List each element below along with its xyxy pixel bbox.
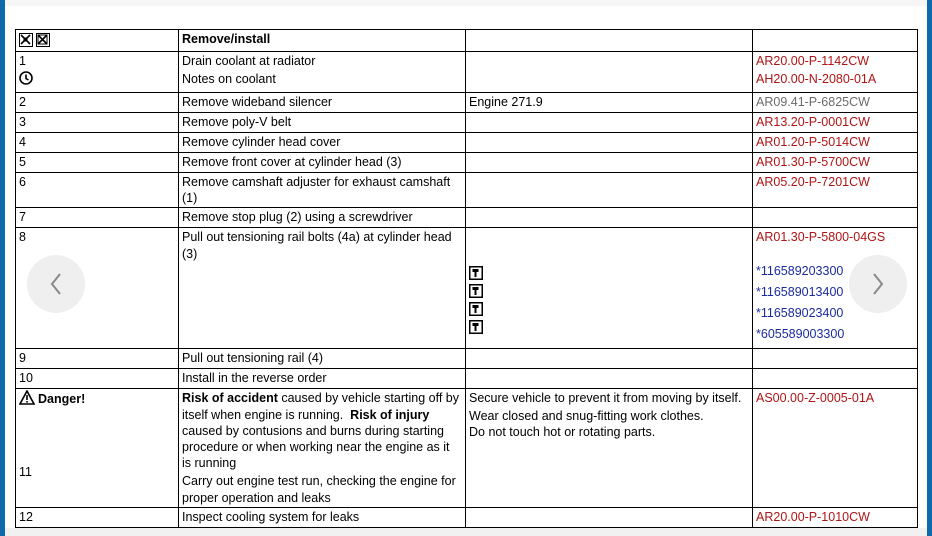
table-row — [16, 208, 918, 228]
reference-link[interactable]: AR20.00-P-1010CW — [753, 507, 918, 527]
step-text: Install in the reverse order — [179, 369, 466, 389]
step-number: 10 — [16, 369, 179, 389]
step-number: 4 — [16, 133, 179, 153]
risk-accident-text — [182, 390, 462, 471]
condition-cell — [466, 153, 753, 173]
tool-number-link[interactable]: *116589013400 — [756, 284, 844, 299]
risk-accident-description: caused by vehicle starting off by itself when engine is running. — [182, 391, 459, 422]
table-row — [16, 349, 918, 369]
header-row — [16, 30, 918, 52]
special-tool-icon[interactable] — [469, 284, 483, 298]
step-text: Pull out tensioning rail bolts (4a) at cylinder head (3) — [179, 228, 466, 349]
step-text: Remove wideband silencer — [179, 93, 466, 113]
reference-cell — [753, 349, 918, 369]
info-icon — [19, 71, 33, 85]
risk-accident-label: Risk of accident — [182, 391, 278, 406]
table-row — [16, 507, 918, 527]
reference-link[interactable]: AR01.30-P-5700CW — [753, 153, 918, 173]
condition-cell — [466, 208, 753, 228]
step-text: Drain coolant at radiator — [182, 54, 316, 68]
table-row — [16, 133, 918, 153]
window-frame-right — [927, 0, 932, 536]
table-row — [16, 93, 918, 113]
step-number: 12 — [16, 507, 179, 527]
procedure-table — [15, 29, 918, 528]
safety-measure: Do not touch hot or rotating parts. — [469, 424, 656, 439]
risk-injury-description: caused by contusions and burns during starting procedure or when working near the engine as it is running — [182, 423, 450, 471]
condition-cell — [466, 173, 753, 208]
step-text: Carry out engine test run, checking the engine for proper operation and leaks — [182, 474, 456, 505]
tool-number-link[interactable]: *116589203300 — [756, 263, 844, 278]
step-text: Pull out tensioning rail (4) — [179, 349, 466, 369]
condition-cell — [466, 113, 753, 133]
reference-link[interactable]: AR09.41-P-6825CW — [753, 93, 918, 113]
table-row — [16, 52, 918, 93]
reference-link[interactable]: AH20.00-N-2080-01A — [756, 72, 877, 87]
step-text: Notes on coolant — [182, 72, 276, 87]
table-row — [16, 153, 918, 173]
tool-icons-cell — [466, 228, 753, 349]
reference-link[interactable]: AR01.20-P-5014CW — [753, 133, 918, 153]
step-number: 2 — [16, 93, 179, 113]
condition-cell — [466, 133, 753, 153]
condition-cell — [466, 369, 753, 389]
step-number: 7 — [16, 208, 179, 228]
header-icons-cell — [16, 30, 179, 52]
window-frame-bottom — [5, 528, 927, 536]
step-text: Remove poly-V belt — [179, 113, 466, 133]
risk-injury-label: Risk of injury — [350, 407, 430, 422]
step-number-cell — [16, 52, 179, 93]
step-number: 6 — [16, 173, 179, 208]
step-text: Inspect cooling system for leaks — [179, 507, 466, 527]
step-number: 3 — [16, 113, 179, 133]
step-text: Remove camshaft adjuster for exhaust camshaft (1) — [179, 173, 466, 208]
next-button[interactable] — [849, 255, 907, 313]
danger-label-row — [19, 390, 175, 407]
step-number: 5 — [16, 153, 179, 173]
warning-triangle-icon — [19, 390, 35, 405]
header-empty-cell — [466, 30, 753, 52]
window-frame-left — [0, 0, 5, 536]
step-text: Remove front cover at cylinder head (3) — [179, 153, 466, 173]
reference-link[interactable]: AR05.20-P-7201CW — [753, 173, 918, 208]
condition-cell — [466, 349, 753, 369]
safety-measure: Wear closed and snug-fitting work clothes. — [469, 408, 704, 423]
step-number: 9 — [16, 349, 179, 369]
danger-step-cell — [16, 389, 179, 507]
header-title: Remove/install — [179, 30, 466, 52]
safety-measures-cell — [466, 389, 753, 507]
install-icon — [36, 33, 50, 47]
special-tool-icon[interactable] — [469, 302, 483, 316]
remove-icon — [19, 33, 33, 47]
special-tool-icon[interactable] — [469, 320, 483, 334]
step-text: Remove stop plug (2) using a screwdriver — [179, 208, 466, 228]
step-number: 1 — [19, 54, 26, 68]
table-row — [16, 389, 918, 507]
window-frame-top — [5, 0, 927, 6]
header-empty-cell — [753, 30, 918, 52]
condition-text: Engine 271.9 — [466, 93, 753, 113]
table-row — [16, 228, 918, 349]
safety-measure: Secure vehicle to prevent it from moving by itself. — [469, 391, 742, 406]
tool-number-link[interactable]: *116589023400 — [756, 306, 844, 321]
chevron-left-icon — [49, 272, 63, 296]
reference-cell — [753, 52, 918, 93]
table-row — [16, 369, 918, 389]
step-text-cell — [179, 52, 466, 93]
reference-link[interactable]: AR01.30-P-5800-04GS — [756, 230, 886, 245]
tool-number-link[interactable]: *605589003300 — [756, 327, 845, 342]
danger-label: Danger! — [38, 392, 86, 407]
step-text: Remove cylinder head cover — [179, 133, 466, 153]
step-number: 11 — [19, 465, 32, 480]
special-tool-icon[interactable] — [469, 266, 483, 280]
reference-link[interactable]: AR13.20-P-0001CW — [753, 113, 918, 133]
reference-cell — [753, 208, 918, 228]
condition-cell — [466, 52, 753, 93]
reference-cell — [753, 369, 918, 389]
step-text-cell — [179, 389, 466, 507]
step-number: 8 — [16, 228, 179, 349]
previous-button[interactable] — [27, 255, 85, 313]
table-row — [16, 173, 918, 208]
reference-link[interactable]: AS00.00-Z-0005-01A — [753, 389, 918, 507]
chevron-right-icon — [871, 272, 885, 296]
reference-link[interactable]: AR20.00-P-1142CW — [756, 54, 870, 68]
condition-cell — [466, 507, 753, 527]
table-row — [16, 113, 918, 133]
